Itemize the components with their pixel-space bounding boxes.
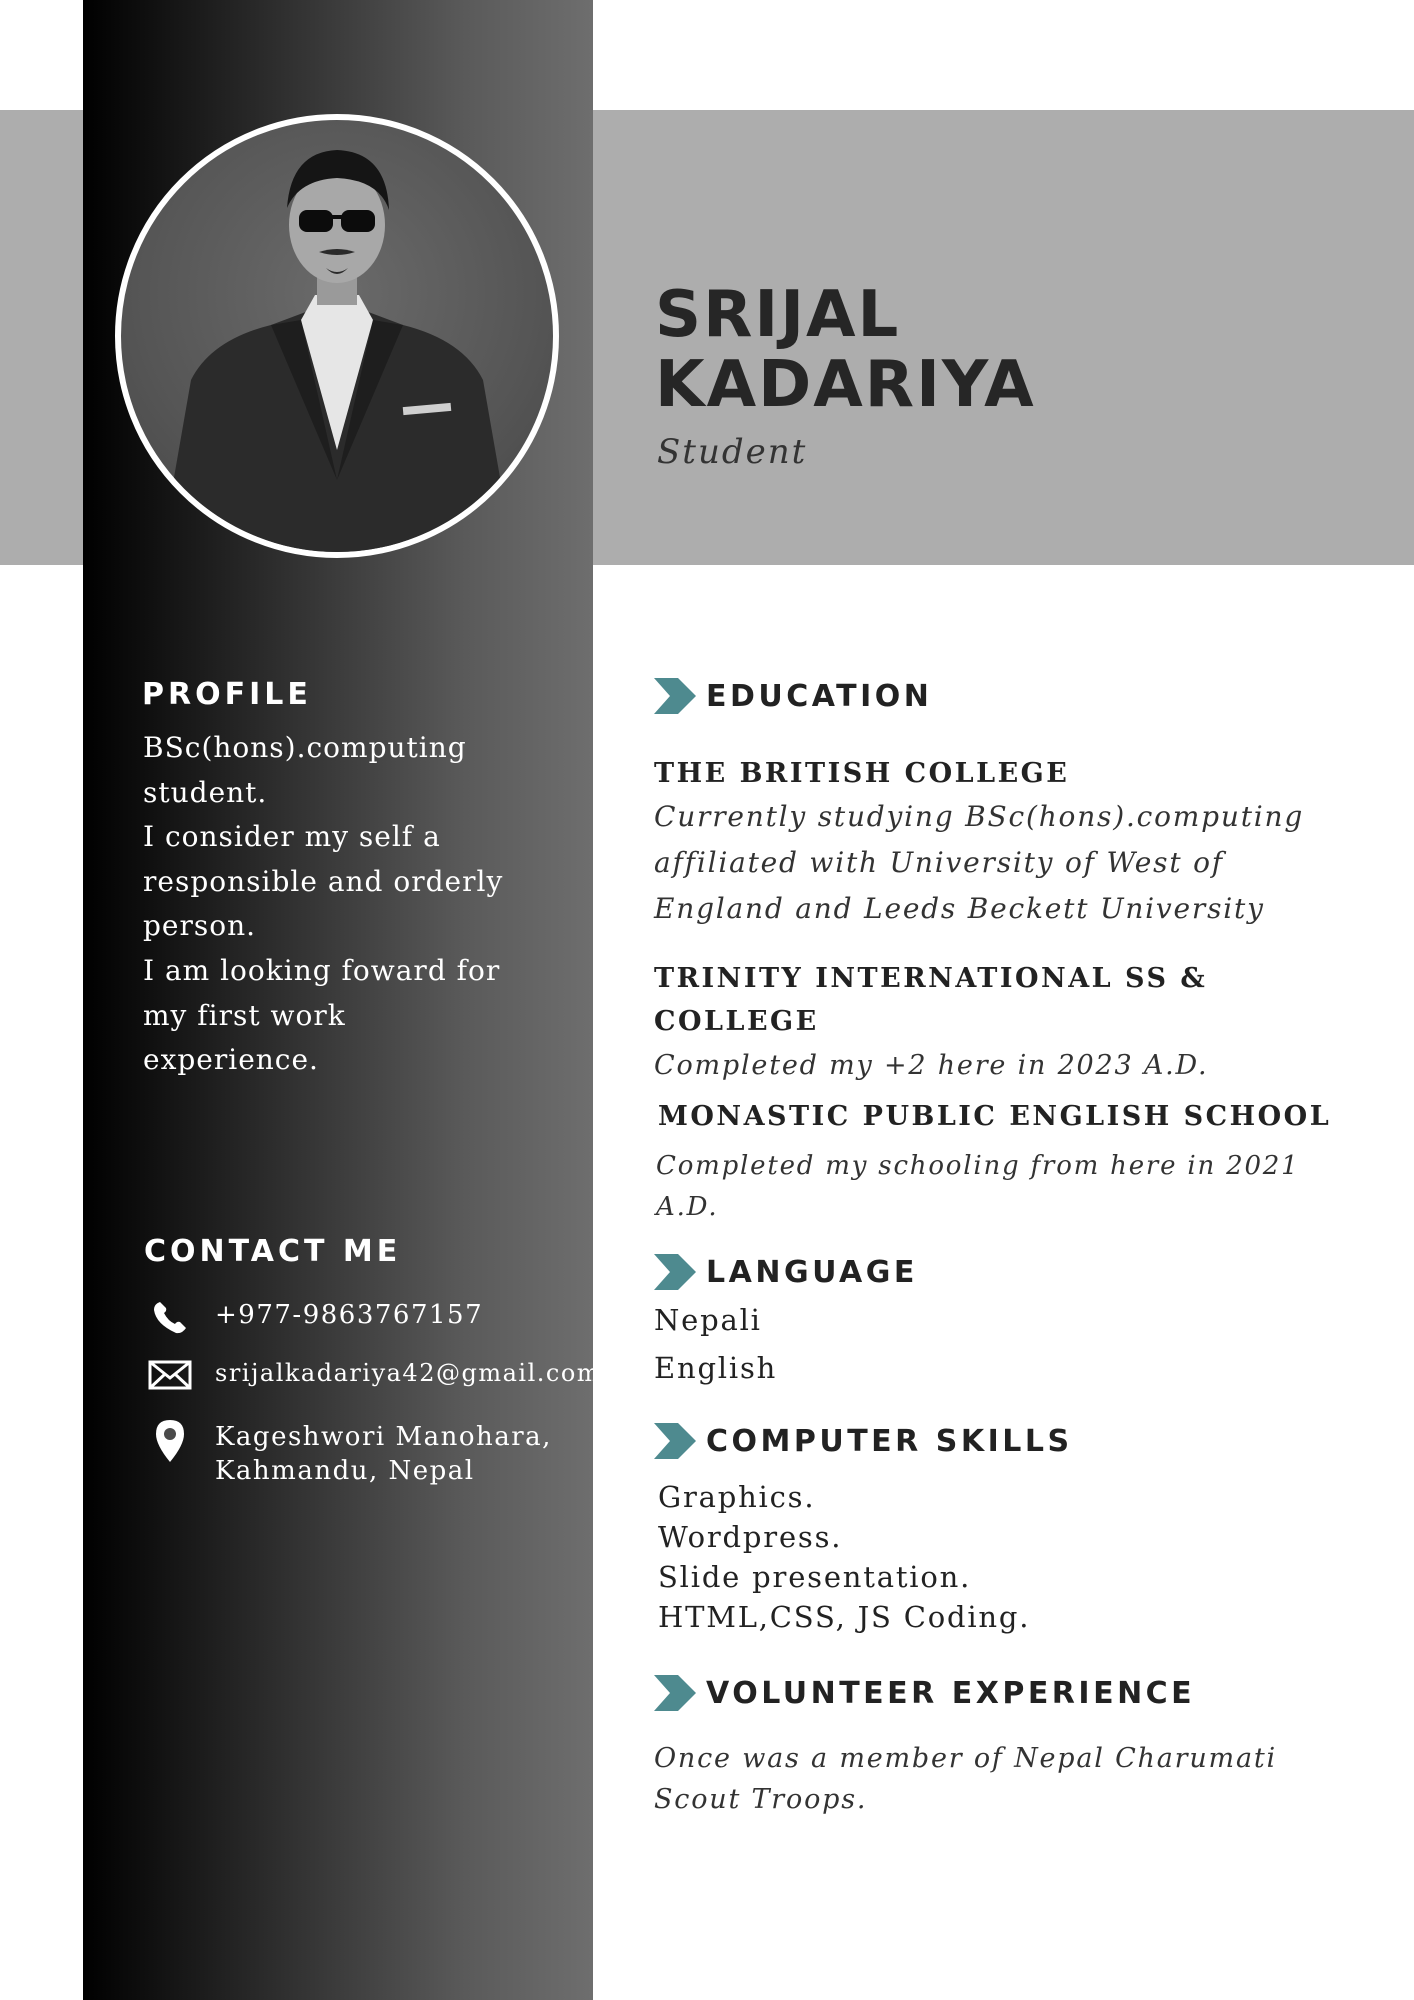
phone-icon xyxy=(150,1300,190,1336)
computer-skills-list xyxy=(658,1477,1030,1637)
school-detail xyxy=(654,794,1304,932)
mail-icon xyxy=(148,1360,192,1390)
school-name-line: THE BRITISH COLLEGE xyxy=(654,758,1070,789)
contact-email-row xyxy=(143,1360,601,1390)
school-detail-line: Currently studying BSc(hons).computing xyxy=(654,800,1305,833)
school-name xyxy=(658,1095,1331,1138)
volunteer-heading-label: VOLUNTEER EXPERIENCE xyxy=(706,1675,1196,1711)
school-detail-line: A.D. xyxy=(656,1192,719,1222)
profile-line: I consider my self a xyxy=(143,820,441,854)
school-detail-line: affiliated with University of West of xyxy=(654,846,1224,879)
language-list xyxy=(654,1296,777,1392)
chevron-right-icon xyxy=(652,1421,698,1461)
school-detail-line: England and Leeds Beckett University xyxy=(654,892,1265,925)
volunteer-line: Scout Troops. xyxy=(654,1784,868,1815)
contact-heading: CONTACT ME xyxy=(144,1234,402,1269)
language-heading xyxy=(652,1252,918,1292)
computer-skills-heading-label: COMPUTER SKILLS xyxy=(706,1423,1073,1459)
volunteer-text xyxy=(654,1738,1277,1820)
job-title: Student xyxy=(657,432,808,472)
contact-address-row xyxy=(143,1418,552,1488)
profile-line: student. xyxy=(143,775,268,809)
profile-line: I am looking foward for xyxy=(143,953,501,987)
profile-heading: PROFILE xyxy=(142,677,312,712)
profile-photo xyxy=(115,114,559,558)
education-heading-label: EDUCATION xyxy=(706,678,933,714)
contact-email[interactable]: srijalkadariya42@gmail.com xyxy=(215,1359,602,1387)
school-detail xyxy=(656,1146,1299,1228)
school-detail-line: Completed my schooling from here in 2021 xyxy=(656,1151,1300,1181)
name-last: KADARIYA xyxy=(655,348,1036,422)
language-item: English xyxy=(654,1351,778,1385)
location-pin-icon xyxy=(153,1418,187,1464)
volunteer-line: Once was a member of Nepal Charumati xyxy=(654,1743,1277,1774)
skill-item: Slide presentation. xyxy=(658,1560,972,1594)
contact-phone[interactable]: +977-9863767157 xyxy=(215,1300,484,1330)
profile-line: BSc(hons).computing xyxy=(143,731,467,764)
school-name xyxy=(654,957,1207,1043)
school-name xyxy=(654,752,1069,795)
person-portrait-icon xyxy=(121,120,553,552)
person-name xyxy=(655,280,1036,420)
language-item: Nepali xyxy=(654,1303,762,1337)
chevron-right-icon xyxy=(652,1252,698,1292)
volunteer-heading xyxy=(652,1673,1195,1713)
profile-text xyxy=(143,726,543,1083)
chevron-right-icon xyxy=(652,1673,698,1713)
skill-item: HTML,CSS, JS Coding. xyxy=(658,1600,1031,1634)
profile-line: experience. xyxy=(143,1043,319,1077)
school-detail-line: Completed my +2 here in 2023 A.D. xyxy=(654,1050,1209,1081)
chevron-right-icon xyxy=(652,676,698,716)
skill-item: Wordpress. xyxy=(658,1520,843,1554)
skill-item: Graphics. xyxy=(658,1480,816,1514)
school-detail xyxy=(654,1046,1208,1086)
language-heading-label: LANGUAGE xyxy=(706,1254,918,1290)
school-name-line: COLLEGE xyxy=(654,1006,819,1037)
contact-address-line: Kahmandu, Nepal xyxy=(215,1456,475,1486)
contact-phone-row xyxy=(143,1300,483,1336)
profile-line: responsible and orderly xyxy=(143,864,504,898)
name-first: SRIJAL xyxy=(655,278,901,352)
school-name-line: TRINITY INTERNATIONAL SS & xyxy=(654,963,1208,994)
computer-skills-heading xyxy=(652,1421,1073,1461)
school-name-line: MONASTIC PUBLIC ENGLISH SCHOOL xyxy=(658,1101,1332,1132)
contact-address-line: Kageshwori Manohara, xyxy=(215,1422,552,1452)
profile-line: person. xyxy=(143,909,257,943)
profile-line: my first work xyxy=(143,998,346,1032)
education-heading xyxy=(652,676,932,716)
